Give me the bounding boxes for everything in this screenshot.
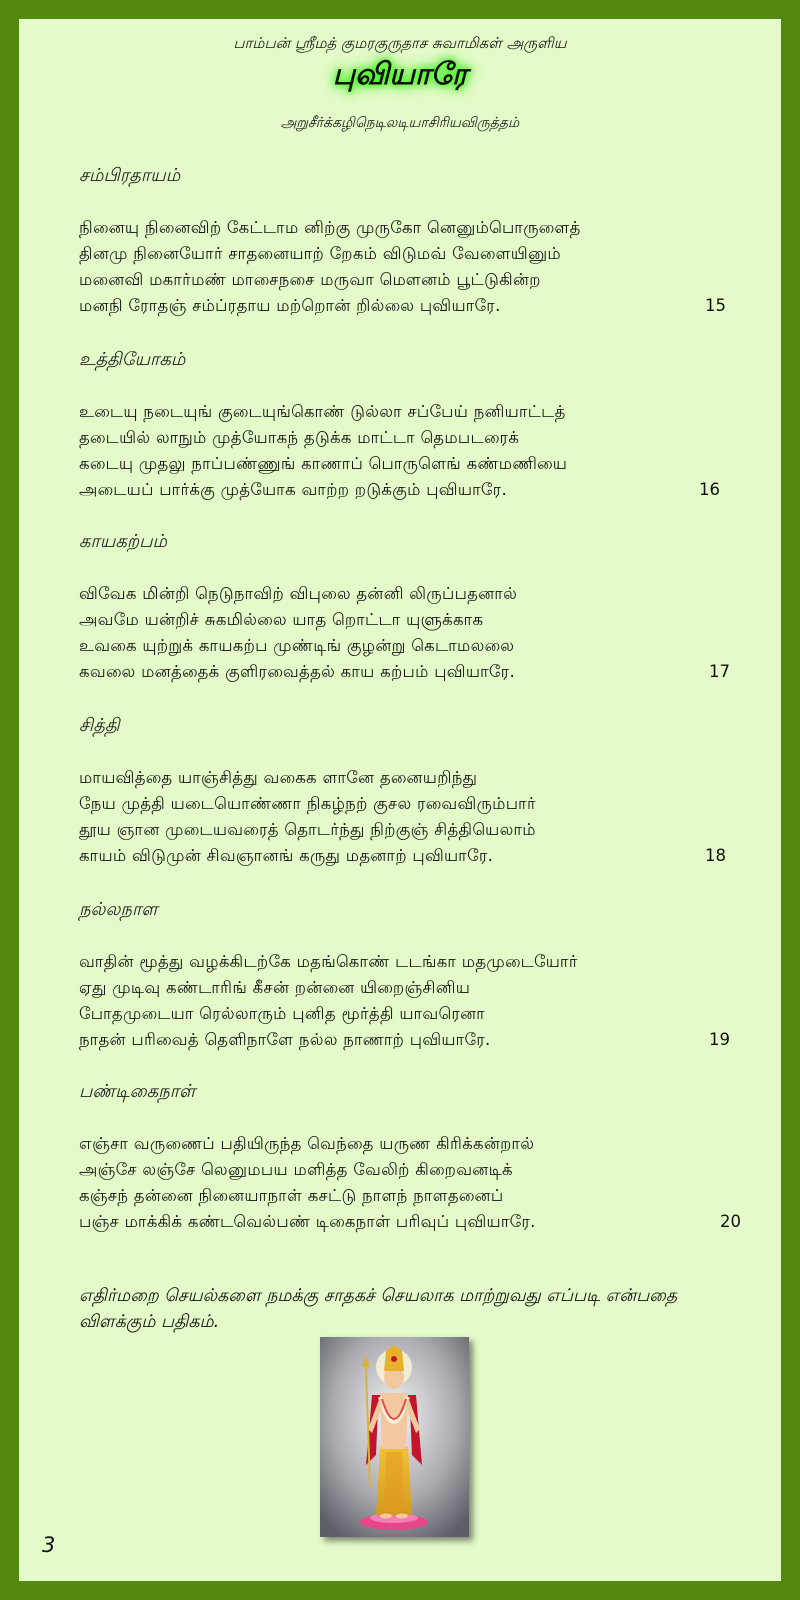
verse-number: 20 xyxy=(720,1212,741,1231)
verse-number: 16 xyxy=(699,480,720,499)
verse-line: காயம் விடுமுன் சிவஞானங் கருது மதனாற் புவியாரே. xyxy=(79,846,494,865)
header-attribution: பாம்பன் ஸ்ரீமத் குமரகுருதாச சுவாமிகள் அருளிய xyxy=(233,34,567,52)
verse-line: தூய ஞான முடையவரைத் தொடர்ந்து நிற்குஞ் சித்தியெலாம் xyxy=(79,820,536,839)
verse-line: அடையப் பார்க்கு முத்யோக வாற்ற றடுக்கும் புவியாரே. xyxy=(79,480,508,499)
verse-line: நாதன் பரிவைத் தெளிநாளே நல்ல நாணாற் புவியாரே. xyxy=(79,1030,491,1049)
verse-number: 15 xyxy=(705,296,726,315)
verse-line: நினையு நினைவிற் கேட்டாம னிற்கு முருகோ னெனும்பொருளைத் xyxy=(79,218,581,237)
verse xyxy=(79,399,739,503)
verse xyxy=(79,1131,739,1235)
verse-line: ஏது முடிவு கண்டாரிங் கீசன் றன்னை யிறைஞ்சினிய xyxy=(79,978,471,997)
verse-line: கஞ்சந் தன்னை நினையாநாள் கசட்டு நாளந் நாளதனைப் xyxy=(79,1186,504,1205)
verse xyxy=(79,215,739,319)
verse-line: விவேக மின்றி நெடுநாவிற் விபுலை தன்னி லிருப்பதனால் xyxy=(79,584,518,603)
verse-line: உவகை யுற்றுக் காயகற்ப முண்டிங் குழன்று கெடாமலலை xyxy=(79,636,515,655)
page xyxy=(19,19,781,1581)
section-title: பண்டிகைநாள் xyxy=(79,1081,196,1102)
verse xyxy=(79,765,739,869)
verse-line: கவலை மனத்தைக் குளிரவைத்தல் காய கற்பம் புவியாரே. xyxy=(79,662,516,681)
verse-line: பஞ்ச மாக்கிக் கண்டவெல்பண் டிகைநாள் பரிவுப் புவியாரே. xyxy=(79,1212,536,1231)
verse xyxy=(79,581,739,685)
verse-line: போதமுடையா ரெல்லாரும் புனித மூர்த்தி யாவரெனா xyxy=(79,1004,486,1023)
deity-image xyxy=(320,1337,469,1537)
verse xyxy=(79,949,739,1053)
section-title: உத்தியோகம் xyxy=(79,349,186,370)
verse-line: எஞ்சா வருணைப் பதியிருந்த வெந்தை யருண கிரிக்கன்றால் xyxy=(79,1134,535,1153)
section-title: சித்தி xyxy=(79,715,120,736)
verse-number: 19 xyxy=(709,1030,730,1049)
page-title: புவியாரே xyxy=(332,57,468,92)
header-meter: அறுசீர்க்கழிநெடிலடியாசிரியவிருத்தம் xyxy=(280,115,520,131)
section-title: நல்லநாள xyxy=(79,899,158,920)
verse-number: 17 xyxy=(709,662,730,681)
verse-line: நேய முத்தி யடையொண்ணா நிகழ்நற் குசல ரவைவிரும்பார் xyxy=(79,794,536,813)
section-title: சம்பிரதாயம் xyxy=(79,165,181,186)
verse-line: தினமு நினையோர் சாதனையாற் றேகம் விடுமவ் வேளையினும் xyxy=(79,244,561,263)
section-title: காயகற்பம் xyxy=(79,531,167,552)
verse-line: மனநி ரோதஞ் சம்ப்ரதாய மற்றொன் றில்லை புவியாரே. xyxy=(79,296,501,315)
deity-illustration xyxy=(320,1337,469,1537)
closing-note: எதிர்மறை செயல்களை நமக்கு சாதகச் செயலாக மாற்றுவது எப்படி என்பதை விளக்கும் பதிகம். xyxy=(79,1286,678,1332)
verse-number: 18 xyxy=(705,846,726,865)
verse-line: மாயவித்தை யாஞ்சித்து வகைக ளானே தனையறிந்து xyxy=(79,768,478,787)
page-number: 3 xyxy=(42,1533,56,1557)
verse-line: அவமே யன்றிச் சுகமில்லை யாத றொட்டா யுளுக்காக xyxy=(79,610,484,629)
verse-line: அஞ்சே லஞ்சே லெனுமபய மளித்த வேலிற் கிறைவனடிக் xyxy=(79,1160,513,1179)
verse-line: தடையில் லாநும் முத்யோகந் தடுக்க மாட்டா தெமபடரைக் xyxy=(79,428,520,447)
verse-line: உடையு நடையுங் குடையுங்கொண் டுல்லா சப்பேய் நனியாட்டத் xyxy=(79,402,566,421)
verse-line: கடையு முதலு நாப்பண்ணுங் காணாப் பொருளெங் கண்மணியை xyxy=(79,454,568,473)
verse-line: மனைவி மகார்மண் மாசைநசை மருவா மௌனம் பூட்டுகின்ற xyxy=(79,270,541,289)
verse-line: வாதின் மூத்து வழக்கிடற்கே மதங்கொண் டடங்கா மதமுடையோர் xyxy=(79,952,578,971)
